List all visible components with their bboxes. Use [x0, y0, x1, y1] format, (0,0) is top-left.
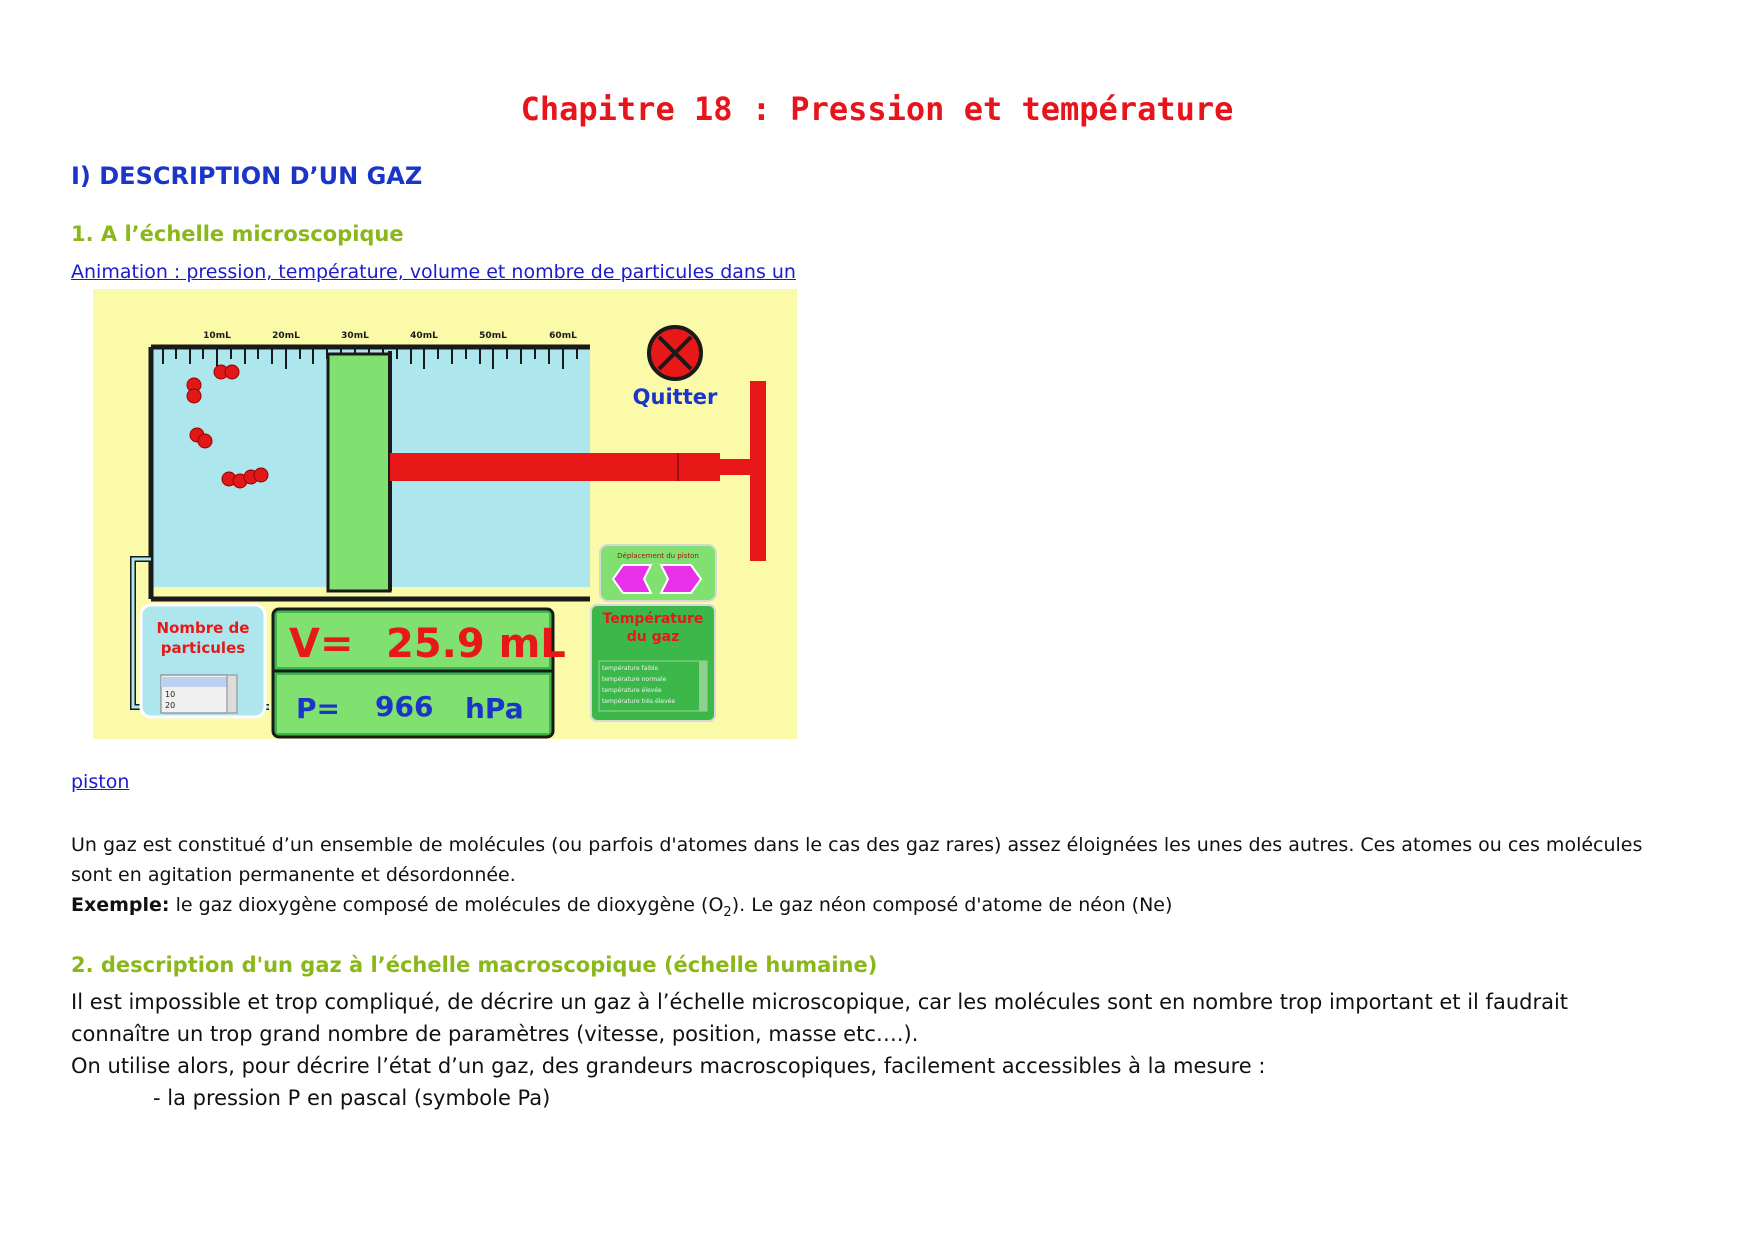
temperature-option[interactable]: température élevée — [602, 687, 662, 694]
piston-rod[interactable] — [390, 453, 720, 481]
temperature-box — [591, 605, 715, 721]
macro-item-pressure: - la pression P en pascal (symbole Pa) — [153, 1086, 551, 1110]
gas-animation — [93, 289, 797, 739]
macro-line1: Il est impossible et trop compliqué, de décrire un gaz à l’échelle microscopique, car les molécules sont en nombre trop important et il faudrait — [71, 990, 1569, 1014]
subsection-heading-macroscopic: 2. description d'un gaz à l’échelle macroscopique (échelle humaine) — [71, 953, 878, 977]
example-label: Exemple: — [71, 894, 170, 916]
piston-control[interactable] — [600, 545, 716, 601]
temperature-label-line1: Température — [602, 611, 704, 627]
temperature-select[interactable] — [599, 661, 707, 711]
example-end: ). Le gaz néon composé d'atome de néon (Ne) — [731, 894, 1173, 916]
scale-label: 40mL — [410, 331, 438, 341]
particles-option[interactable]: 20 — [165, 701, 176, 710]
scale-label: 10mL — [203, 331, 231, 341]
scale-label: 30mL — [341, 331, 369, 341]
particles-label-line2: particules — [160, 639, 246, 657]
measurement-display — [273, 609, 566, 737]
particles-option[interactable]: 10 — [165, 690, 176, 699]
animation-link[interactable]: Animation : pression, température, volume et nombre de particules dans un — [71, 261, 796, 283]
example-subscript: 2 — [723, 904, 732, 920]
scale-label: 20mL — [272, 331, 300, 341]
piston-control-label: Déplacement du piston — [617, 552, 699, 560]
quit-label: Quitter — [632, 385, 718, 409]
volume-label: V= — [289, 621, 354, 667]
piston[interactable] — [328, 354, 390, 591]
temperature-option[interactable]: température normale — [602, 676, 667, 683]
animation-canvas — [93, 289, 797, 739]
gas-description-line1: Un gaz est constitué d’un ensemble de molécules (ou parfois d'atomes dans le cas des gaz rares) assez éloignées les unes des autres. Ces atomes ou ces molécules — [71, 834, 1643, 856]
temperature-option[interactable]: température très élevée — [602, 698, 676, 705]
scale-label: 50mL — [479, 331, 507, 341]
animation-link-continuation[interactable]: piston — [71, 771, 130, 793]
page-title: Chapitre 18 : Pression et température — [520, 90, 1234, 128]
piston-handle[interactable] — [750, 381, 766, 561]
example-line — [71, 890, 1172, 928]
macro-line3: On utilise alors, pour décrire l’état d’un gaz, des grandeurs macroscopiques, facilement accessibles à la mesure : — [71, 1054, 1266, 1078]
pressure-label: P= — [296, 692, 340, 725]
particles-label-line1: Nombre de — [156, 619, 250, 637]
scale-label: 60mL — [549, 331, 577, 341]
temperature-label-line2: du gaz — [626, 629, 680, 645]
pressure-unit: hPa — [465, 692, 524, 725]
piston-right-arrow[interactable] — [661, 565, 701, 593]
subsection-heading-microscopic: 1. A l’échelle microscopique — [71, 222, 404, 246]
particles-box — [141, 605, 265, 717]
pressure-value: 966 — [375, 690, 434, 723]
gas-description-line2: sont en agitation permanente et désordonnée. — [71, 864, 516, 886]
temperature-option[interactable]: température faible — [602, 665, 659, 672]
quit-button[interactable] — [633, 327, 718, 409]
example-text: le gaz dioxygène composé de molécules de dioxygène (O — [169, 894, 724, 916]
particles-select[interactable] — [161, 675, 237, 713]
macro-line2: connaître un trop grand nombre de paramètres (vitesse, position, masse etc….). — [71, 1022, 919, 1046]
section-heading: I) DESCRIPTION D’UN GAZ — [71, 162, 423, 190]
volume-value: 25.9 mL — [386, 621, 566, 667]
